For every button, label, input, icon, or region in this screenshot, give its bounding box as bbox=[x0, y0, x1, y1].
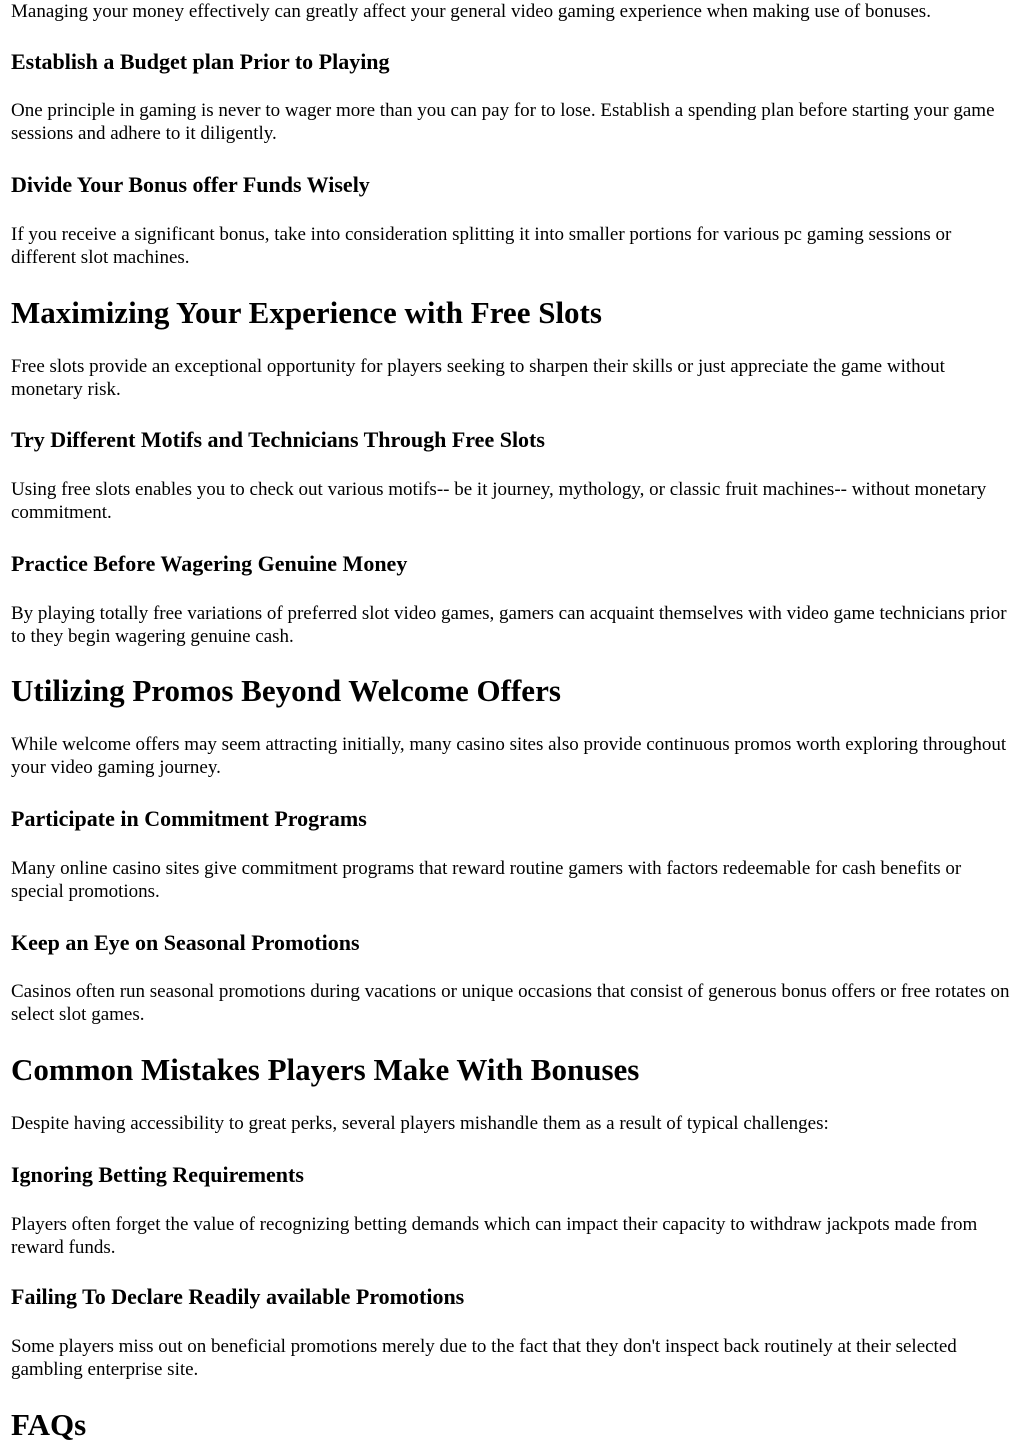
subheading-commitment-programs: Participate in Commitment Programs bbox=[11, 806, 367, 831]
subheading-betting-requirements: Ignoring Betting Requirements bbox=[11, 1162, 304, 1187]
intro-paragraph: Managing your money effectively can greatly affect your general video gaming experience when making use of bonuses. bbox=[11, 1, 931, 22]
subheading-different-motifs: Try Different Motifs and Technicians Through Free Slots bbox=[11, 427, 545, 452]
paragraph-budget-plan: One principle in gaming is never to wager more than you can pay for to lose. Establish a spending plan before starting your game sessions and adhere to it diligently. bbox=[11, 100, 995, 144]
paragraph-promos: While welcome offers may seem attracting initially, many casino sites also provide continuous promos worth exploring throughout your video gaming journey. bbox=[11, 734, 1007, 778]
paragraph-free-slots: Free slots provide an exceptional opportunity for players seeking to sharpen their skills or just appreciate the game without monetary risk. bbox=[11, 356, 945, 400]
subheading-seasonal-promotions: Keep an Eye on Seasonal Promotions bbox=[11, 930, 360, 955]
heading-promos: Utilizing Promos Beyond Welcome Offers bbox=[11, 673, 561, 708]
heading-faqs: FAQs bbox=[11, 1407, 87, 1442]
paragraph-betting-requirements: Players often forget the value of recognizing betting demands which can impact their capacity to withdraw jackpots made from reward funds. bbox=[11, 1214, 978, 1258]
subheading-divide-bonus: Divide Your Bonus offer Funds Wisely bbox=[11, 172, 370, 197]
subheading-practice: Practice Before Wagering Genuine Money bbox=[11, 551, 408, 576]
paragraph-commitment-programs: Many online casino sites give commitment programs that reward routine gamers with factors redeemable for cash benefits or special promotions. bbox=[11, 858, 962, 902]
paragraph-failing-to-declare: Some players miss out on beneficial promotions merely due to the fact that they don't inspect back routinely at their selected gambling enterprise site. bbox=[11, 1336, 957, 1380]
paragraph-practice: By playing totally free variations of preferred slot video games, gamers can acquaint themselves with video game technicians prior to they begin wagering genuine cash. bbox=[11, 603, 1007, 647]
subheading-failing-to-declare: Failing To Declare Readily available Promotions bbox=[11, 1284, 465, 1309]
paragraph-divide-bonus: If you receive a significant bonus, take into consideration splitting it into smaller portions for various pc gaming sessions or different slot machines. bbox=[11, 224, 952, 268]
subheading-budget-plan: Establish a Budget plan Prior to Playing bbox=[11, 49, 390, 74]
heading-free-slots: Maximizing Your Experience with Free Slots bbox=[11, 295, 602, 330]
paragraph-seasonal-promotions: Casinos often run seasonal promotions during vacations or unique occasions that consist of generous bonus offers or free rotates on select slot games. bbox=[11, 981, 1010, 1025]
heading-common-mistakes: Common Mistakes Players Make With Bonuses bbox=[11, 1052, 640, 1087]
paragraph-different-motifs: Using free slots enables you to check out various motifs-- be it journey, mythology, or classic fruit machines-- without monetary commitment. bbox=[11, 479, 987, 523]
paragraph-common-mistakes: Despite having accessibility to great perks, several players mishandle them as a result of typical challenges: bbox=[11, 1113, 829, 1134]
